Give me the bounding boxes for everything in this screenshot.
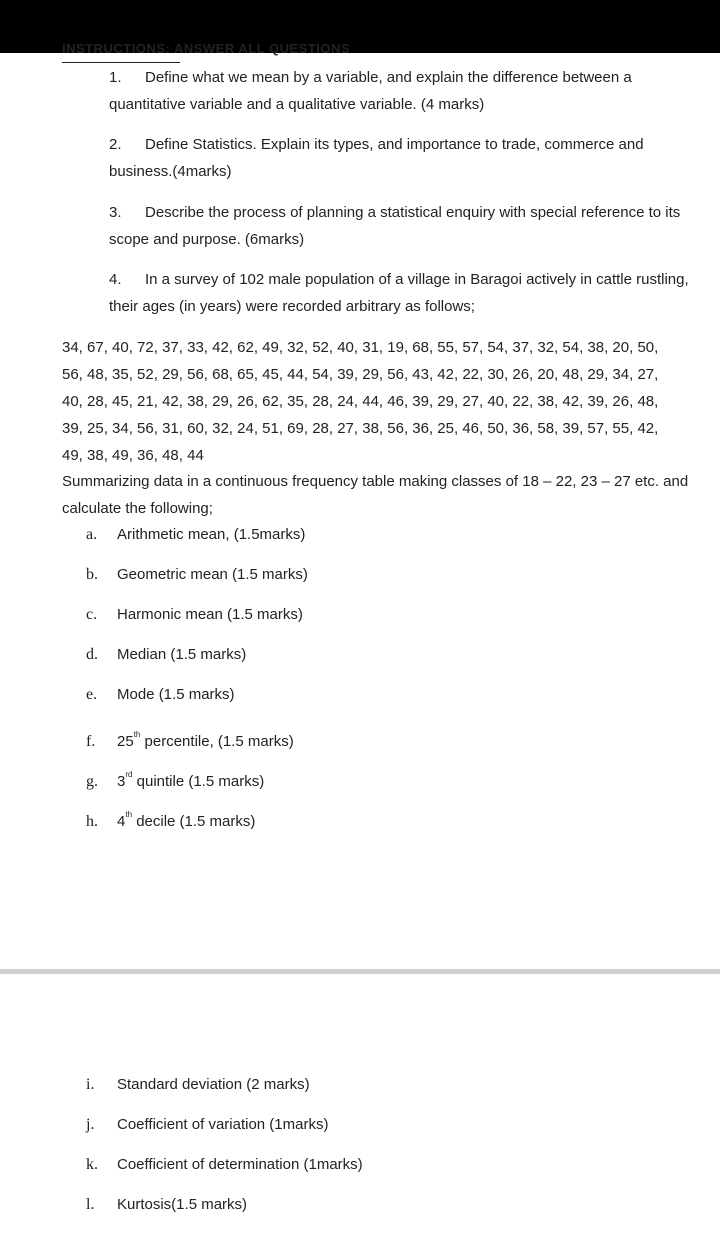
- subquestion-l: [86, 1191, 247, 1218]
- ordinal-number: 3: [117, 773, 126, 790]
- subquestion-text: Coefficient of variation (1marks): [117, 1116, 329, 1133]
- data-line: 56, 48, 35, 52, 29, 56, 68, 65, 45, 44, 54, 39, 29, 56, 43, 42, 22, 30, 26, 20, 48, 29, 34, 27,: [62, 366, 659, 383]
- subquestion-letter: e.: [86, 686, 98, 703]
- subquestion-a: [86, 521, 305, 548]
- subquestion-letter: b.: [86, 566, 98, 583]
- subquestion-text: Coefficient of determination (1marks): [117, 1156, 363, 1173]
- subquestion-letter: i.: [86, 1076, 95, 1093]
- subquestion-i: [86, 1071, 310, 1098]
- ordinal-suffix: th: [133, 730, 141, 739]
- subquestion-text: Kurtosis(1.5 marks): [117, 1196, 248, 1213]
- subquestion-letter: j.: [86, 1116, 95, 1133]
- subquestion-text: Mode (1.5 marks): [117, 686, 235, 703]
- subquestion-text: Harmonic mean (1.5 marks): [117, 606, 303, 623]
- subquestion-letter: k.: [86, 1156, 98, 1173]
- subquestion-letter: f.: [86, 733, 96, 750]
- subquestion-letter: c.: [86, 606, 98, 623]
- ordinal-suffix: th: [125, 810, 133, 819]
- data-line: 40, 28, 45, 21, 42, 38, 29, 26, 62, 35, 28, 24, 44, 46, 39, 29, 27, 40, 22, 38, 42, 39, 26, 48,: [62, 393, 659, 410]
- subquestion-text: Median (1.5 marks): [117, 646, 247, 663]
- question-3: [109, 199, 689, 253]
- ordinal-suffix: rd: [125, 770, 133, 779]
- heading-underline: [62, 62, 180, 63]
- subquestion-h: [86, 801, 255, 828]
- subquestion-text: percentile, (1.5 marks): [144, 733, 294, 750]
- subquestion-e: [86, 681, 235, 708]
- subquestion-j: [86, 1111, 328, 1138]
- question-4: [109, 266, 689, 320]
- ordinal-number: 4: [117, 813, 126, 830]
- subquestion-g: [86, 761, 264, 788]
- question-text: Define what we mean by a variable, and explain the difference between a quantitative variable and a qualitative variable. (4 marks): [109, 69, 632, 113]
- page-divider: [0, 969, 720, 974]
- subquestion-letter: l.: [86, 1196, 95, 1213]
- subquestion-text: Standard deviation (2 marks): [117, 1076, 310, 1093]
- subquestion-letter: a.: [86, 526, 98, 543]
- data-line: 49, 38, 49, 36, 48, 44: [62, 447, 204, 464]
- data-line: 34, 67, 40, 72, 37, 33, 42, 62, 49, 32, 52, 40, 31, 19, 68, 55, 57, 54, 37, 32, 54, 38, 20, 50,: [62, 339, 659, 356]
- subquestion-letter: h.: [86, 813, 98, 830]
- question-text: In a survey of 102 male population of a village in Baragoi actively in cattle rustling, their ages (in years) were recorded arbitrary as follows;: [109, 271, 689, 315]
- subquestion-c: [86, 601, 303, 628]
- subquestion-text: quintile (1.5 marks): [136, 773, 265, 790]
- question-number: 1.: [109, 69, 122, 86]
- question-number: 3.: [109, 204, 122, 221]
- subquestion-letter: d.: [86, 646, 98, 663]
- question-text: Describe the process of planning a statistical enquiry with special reference to its scope and purpose. (6marks): [109, 204, 681, 248]
- data-line: 39, 25, 34, 56, 31, 60, 32, 24, 51, 69, 28, 27, 38, 56, 36, 25, 46, 50, 36, 58, 39, 57, 55, 42,: [62, 420, 659, 437]
- subquestion-k: [86, 1151, 363, 1178]
- cut-off-heading: INSTRUCTIONS: ANSWER ALL QUESTIONS: [62, 41, 351, 56]
- ordinal-number: 25: [117, 733, 134, 750]
- subquestion-letter: g.: [86, 773, 98, 790]
- subquestion-text: decile (1.5 marks): [136, 813, 256, 830]
- question-number: 2.: [109, 136, 122, 153]
- question-2: [109, 131, 689, 185]
- age-data-block: [62, 334, 702, 469]
- question-1: [109, 64, 689, 118]
- question-number: 4.: [109, 271, 122, 288]
- question-text: Define Statistics. Explain its types, and importance to trade, commerce and business.(4marks): [109, 136, 644, 180]
- subquestion-text: Geometric mean (1.5 marks): [117, 566, 308, 583]
- subquestion-b: [86, 561, 308, 588]
- instruction-text: Summarizing data in a continuous frequency table making classes of 18 – 22, 23 – 27 etc. and calculate the following;: [62, 473, 689, 517]
- subquestion-text: Arithmetic mean, (1.5marks): [117, 526, 306, 543]
- subquestion-f: [86, 721, 294, 748]
- subquestion-d: [86, 641, 246, 668]
